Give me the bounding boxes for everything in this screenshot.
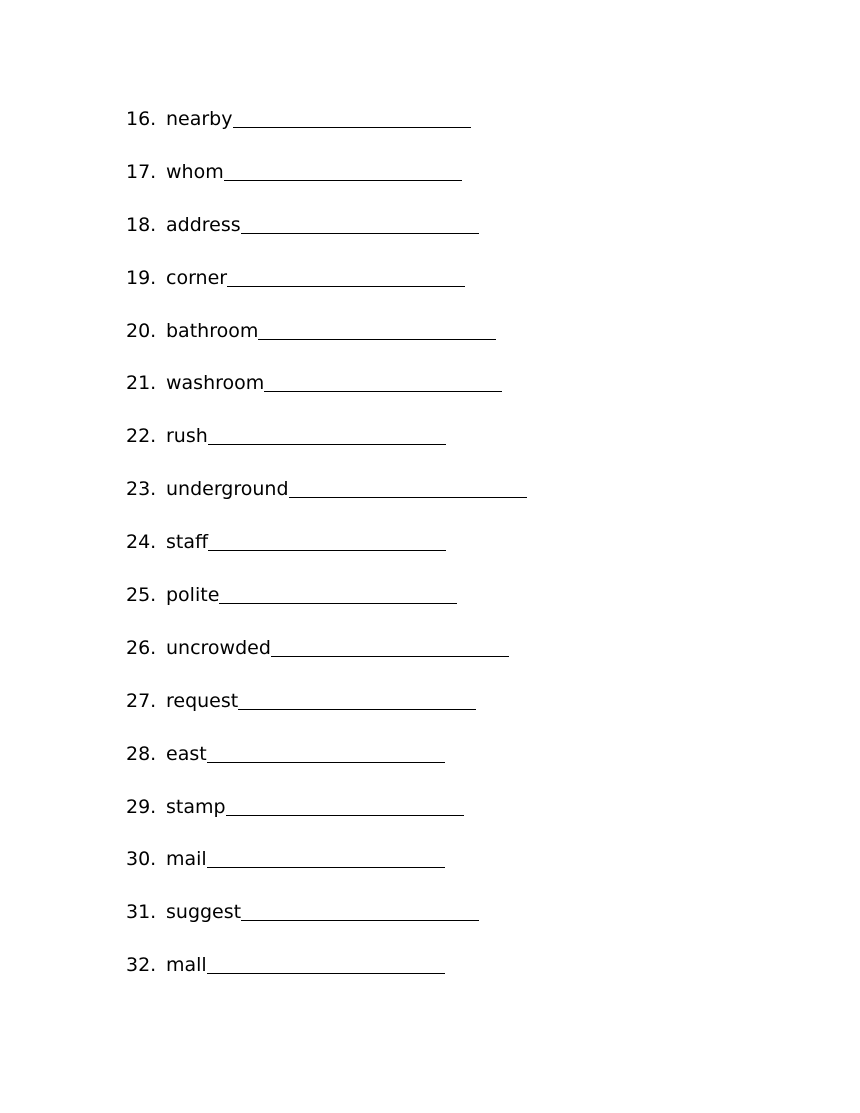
answer-blank[interactable]	[241, 897, 479, 921]
item-word: polite	[166, 584, 220, 607]
item-number: 16.	[126, 108, 157, 130]
list-item	[126, 157, 527, 210]
item-number: 21.	[126, 372, 157, 395]
item-number: 32.	[126, 954, 157, 977]
item-word: request	[166, 689, 239, 712]
answer-blank[interactable]	[258, 316, 496, 340]
item-number: 23.	[126, 478, 157, 501]
answer-blank[interactable]	[241, 210, 479, 234]
answer-blank[interactable]	[264, 368, 502, 392]
list-item	[126, 474, 527, 527]
item-word: mail	[166, 848, 207, 871]
item-word: mall	[166, 954, 207, 977]
list-item	[126, 633, 527, 686]
list-item	[126, 210, 527, 263]
item-word: east	[166, 742, 207, 765]
item-number: 27.	[126, 689, 157, 712]
item-number: 29.	[126, 795, 157, 818]
answer-blank[interactable]	[208, 421, 446, 445]
item-number: 22.	[126, 425, 157, 448]
item-word: nearby	[166, 108, 233, 130]
item-word: suggest	[166, 901, 242, 924]
list-item	[126, 950, 527, 1003]
list-item	[126, 739, 527, 792]
item-number: 19.	[126, 266, 157, 289]
list-item	[126, 580, 527, 633]
item-word: address	[166, 213, 241, 236]
item-word: staff	[166, 531, 209, 554]
answer-blank[interactable]	[226, 792, 464, 816]
list-item	[126, 686, 527, 739]
list-item	[126, 104, 527, 157]
item-number: 17.	[126, 160, 157, 183]
item-word: uncrowded	[166, 636, 271, 659]
answer-blank[interactable]	[207, 844, 445, 868]
list-item	[126, 792, 527, 845]
answer-blank[interactable]	[227, 263, 465, 287]
item-word: stamp	[166, 795, 226, 818]
vocabulary-list	[126, 104, 527, 1003]
item-number: 28.	[126, 742, 157, 765]
item-number: 25.	[126, 584, 157, 607]
answer-blank[interactable]	[208, 527, 446, 551]
answer-blank[interactable]	[219, 580, 457, 604]
item-number: 18.	[126, 213, 157, 236]
item-word: whom	[166, 160, 224, 183]
answer-blank[interactable]	[224, 157, 462, 181]
item-word: washroom	[166, 372, 265, 395]
item-word: underground	[166, 478, 289, 501]
item-number: 30.	[126, 848, 157, 871]
item-word: rush	[166, 425, 208, 448]
answer-blank[interactable]	[233, 104, 471, 128]
list-item	[126, 263, 527, 316]
list-item	[126, 844, 527, 897]
item-number: 20.	[126, 319, 157, 342]
answer-blank[interactable]	[207, 739, 445, 763]
list-item	[126, 421, 527, 474]
list-item	[126, 368, 527, 421]
answer-blank[interactable]	[289, 474, 527, 498]
item-number: 31.	[126, 901, 157, 924]
answer-blank[interactable]	[238, 686, 476, 710]
item-number: 24.	[126, 531, 157, 554]
list-item	[126, 527, 527, 580]
answer-blank[interactable]	[271, 633, 509, 657]
answer-blank[interactable]	[207, 950, 445, 974]
list-item	[126, 897, 527, 950]
list-item	[126, 316, 527, 369]
item-number: 26.	[126, 636, 157, 659]
item-word: corner	[166, 266, 228, 289]
item-word: bathroom	[166, 319, 259, 342]
